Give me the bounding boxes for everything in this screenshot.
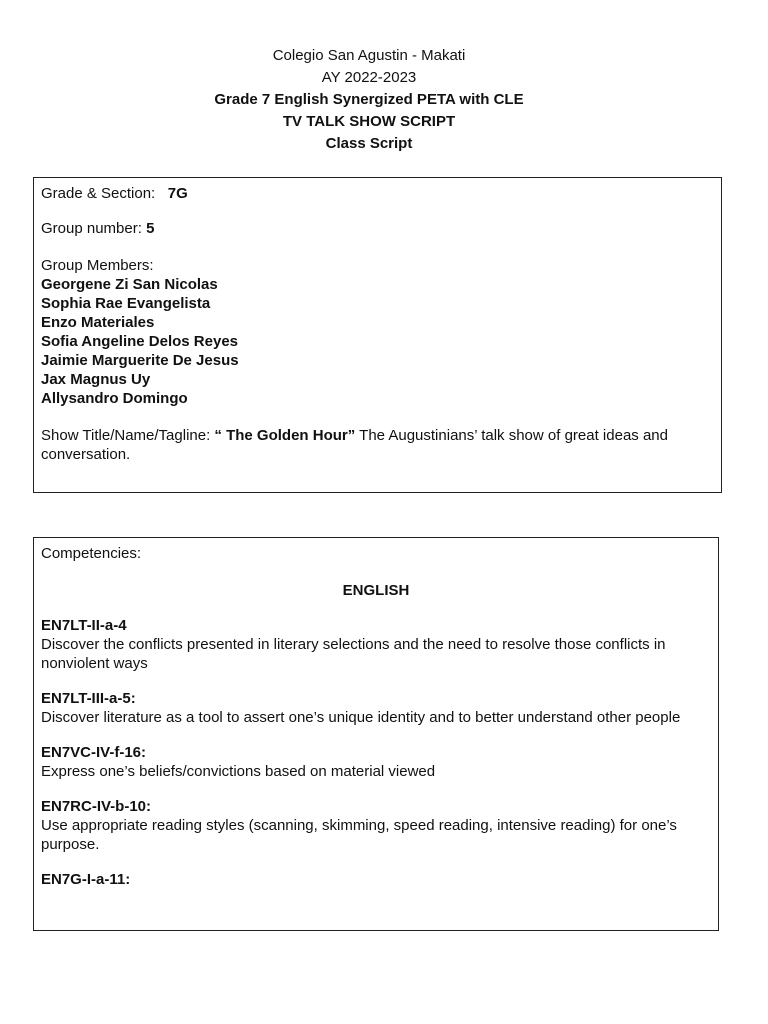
member-name: Jax Magnus Uy <box>41 371 151 388</box>
group-info-box <box>33 177 722 493</box>
competency-desc: Discover literature as a tool to assert one’s unique identity and to better understand other people <box>41 709 681 726</box>
competencies-label: Competencies: <box>41 545 142 562</box>
competency-code: EN7RC-IV-b-10: <box>41 798 152 815</box>
member-name: Sofia Angeline Delos Reyes <box>41 333 239 350</box>
subject-heading: ENGLISH <box>342 582 410 599</box>
document-header <box>0 45 738 155</box>
grade-section-label: Grade & Section: <box>41 185 156 202</box>
group-number-label: Group number: <box>41 220 142 237</box>
competency-item <box>41 616 711 673</box>
group-members-label: Group Members: <box>41 257 154 274</box>
competency-code: EN7G-I-a-11: <box>41 871 131 888</box>
title-line-1: Grade 7 English Synergized PETA with CLE <box>214 91 524 108</box>
competency-code: EN7LT-II-a-4 <box>41 617 127 634</box>
show-title-row <box>41 426 714 464</box>
competency-desc: Express one’s beliefs/convictions based on material viewed <box>41 763 436 780</box>
competency-code: EN7LT-III-a-5: <box>41 690 136 707</box>
competencies-box <box>33 537 719 931</box>
grade-section-row <box>41 184 714 203</box>
school-name: Colegio San Agustin - Makati <box>272 47 466 64</box>
title-line-2: TV TALK SHOW SCRIPT <box>282 113 456 130</box>
member-name: Allysandro Domingo <box>41 390 188 407</box>
title-line-3: Class Script <box>325 135 413 152</box>
member-name: Sophia Rae Evangelista <box>41 295 211 312</box>
competency-item <box>41 870 711 889</box>
member-name: Enzo Materiales <box>41 314 155 331</box>
competency-desc: Use appropriate reading styles (scanning, skimming, speed reading, intensive reading) for one’s purpose. <box>41 817 677 853</box>
group-number-row <box>41 219 714 238</box>
grade-section-value: 7G <box>167 185 188 202</box>
competency-code: EN7VC-IV-f-16: <box>41 744 147 761</box>
competency-item <box>41 797 711 854</box>
competency-item <box>41 743 711 781</box>
competency-desc: Discover the conflicts presented in literary selections and the need to resolve those conflicts in nonviolent ways <box>41 636 666 672</box>
member-name: Jaimie Marguerite De Jesus <box>41 352 239 369</box>
show-tagline: The Augustinians’ talk show of great ideas and conversation. <box>41 427 668 463</box>
competency-item <box>41 689 711 727</box>
member-name: Georgene Zi San Nicolas <box>41 276 218 293</box>
show-title: “ The Golden Hour” <box>214 427 356 444</box>
show-title-label: Show Title/Name/Tagline: <box>41 427 211 444</box>
group-number-value: 5 <box>146 220 155 237</box>
academic-year: AY 2022-2023 <box>321 69 417 86</box>
